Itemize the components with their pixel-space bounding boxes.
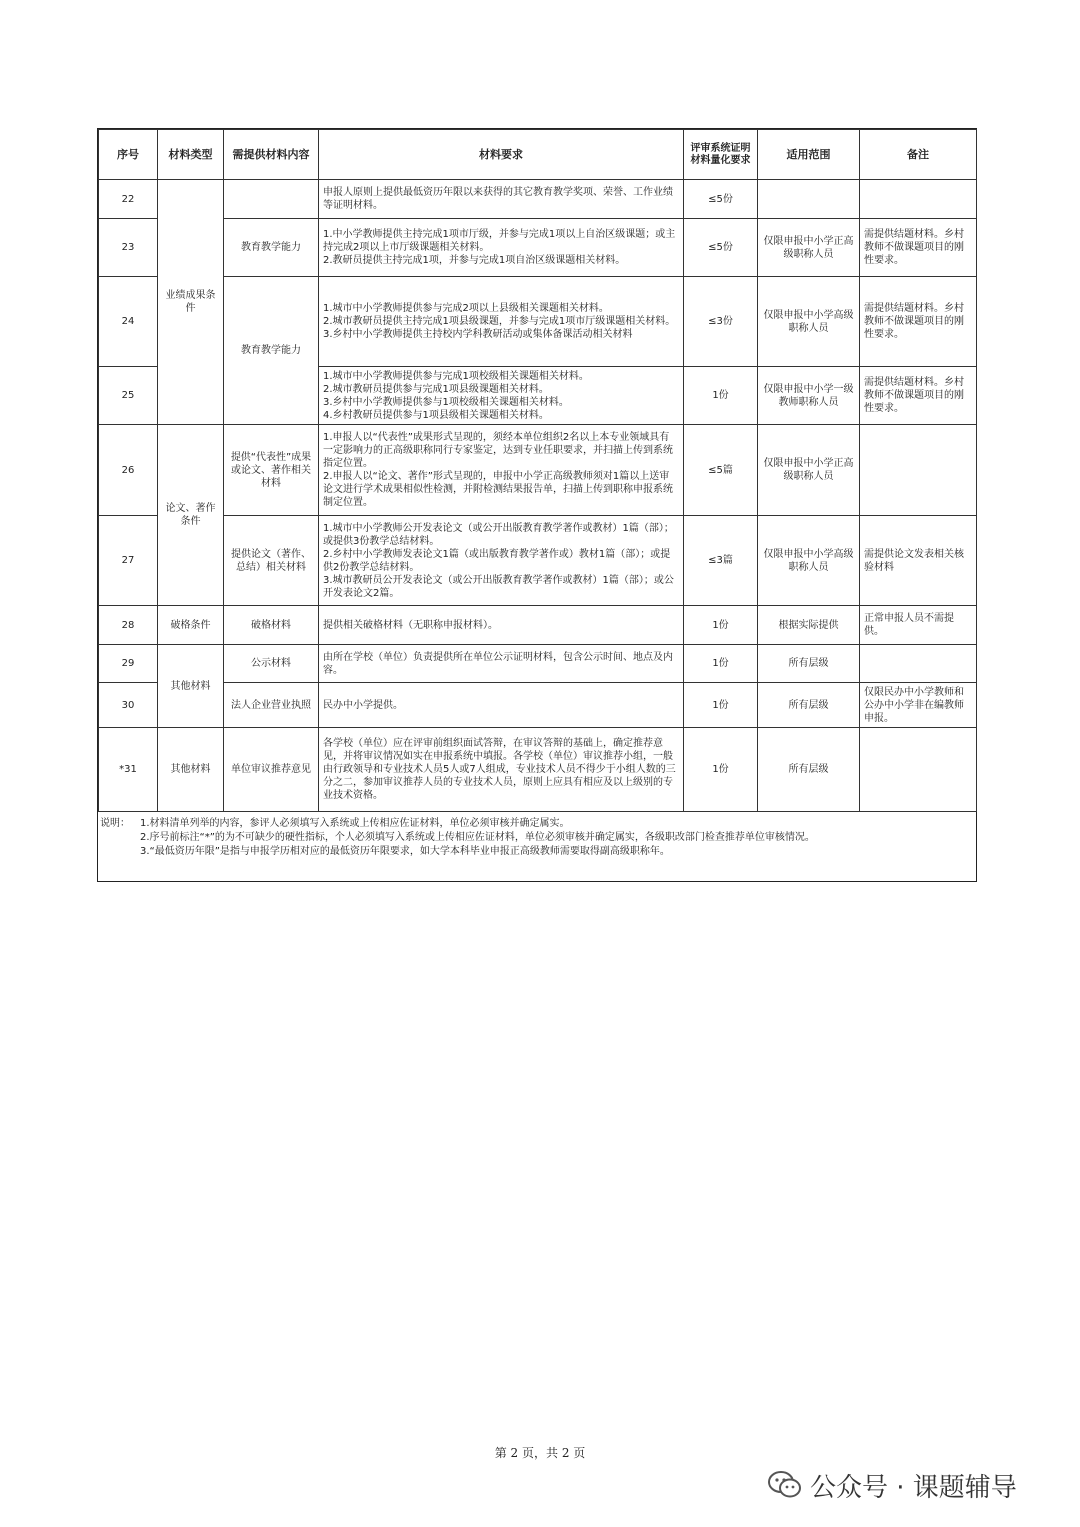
row-requirement: 申报人原则上提供最低资历年限以来获得的其它教育教学奖项、荣誉、工作业绩等证明材料。 bbox=[319, 180, 684, 219]
table-header-row bbox=[99, 130, 977, 180]
document-table-container bbox=[97, 128, 977, 882]
row-requirement: 1.城市中小学教师提供参与完成2项以上县级相关课题相关材料。 2.城市教研员提供主持完成1项县级课题，并参与完成1项市厅级课题相关材料。 3.乡村中小学教师提供主持校内学科教研活动或集体备课活动相关材料 bbox=[319, 277, 684, 367]
row-note bbox=[860, 425, 977, 516]
row-scope: 仅限申报中小学正高级职称人员 bbox=[758, 425, 860, 516]
row-no: 25 bbox=[99, 367, 158, 425]
page-footer: 第 2 页，共 2 页 bbox=[494, 1446, 586, 1460]
watermark bbox=[768, 1465, 1017, 1505]
row-type: 论文、著作条件 bbox=[158, 425, 224, 606]
row-scope: 仅限申报中小学高级职称人员 bbox=[758, 516, 860, 606]
row-no: 27 bbox=[99, 516, 158, 606]
row-requirement: 各学校（单位）应在评审前组织面试答辩，在审议答辩的基础上，确定推荐意见，并将审议情况如实在申报系统中填报。各学校（单位）审议推荐小组，一般由行政领导和专业技术人员5人或7人组成，专业技术人员不得少于小组人数的三分之二，参加审议推荐人员的专业技术人员，原则上应具有相应及以上级别的专业技术资格。 bbox=[319, 728, 684, 812]
row-type: 业绩成果条件 bbox=[158, 180, 224, 425]
row-scope: 所有层级 bbox=[758, 683, 860, 728]
table-row bbox=[99, 277, 977, 367]
row-type: 其他材料 bbox=[158, 728, 224, 812]
row-scope: 仅限申报中小学一级教师职称人员 bbox=[758, 367, 860, 425]
row-note bbox=[860, 645, 977, 683]
row-requirement: 1.城市中小学教师提供参与完成1项校级相关课题相关材料。 2.城市教研员提供参与完成1项县级课题相关材料。 3.乡村中小学教师提供参与1项校级相关课题相关材料。 4.乡村教研员提供参与1项县级相关课题相关材料。 bbox=[319, 367, 684, 425]
row-scope: 仅限申报中小学正高级职称人员 bbox=[758, 219, 860, 277]
note-item: 3.“最低资历年限”是指与申报学历相对应的最低资历年限要求，如大学本科毕业申报正高级教师需要取得副高级职称年。 bbox=[140, 846, 670, 857]
header-requirement: 材料要求 bbox=[319, 130, 684, 180]
row-scope: 根据实际提供 bbox=[758, 606, 860, 645]
row-note bbox=[860, 180, 977, 219]
row-content: 单位审议推荐意见 bbox=[224, 728, 319, 812]
row-content: 提供论文（著作、总结）相关材料 bbox=[224, 516, 319, 606]
row-no: 26 bbox=[99, 425, 158, 516]
row-note: 正常申报人员不需提供。 bbox=[860, 606, 977, 645]
row-requirement: 1.申报人以“代表性”成果形式呈现的，须经本单位组织2名以上本专业领域具有一定影响力的正高级职称同行专家鉴定，达到专业任职要求，并扫描上传到系统指定位置。 2.申报人以“论文、著作”形式呈现的，申报中小学正高级教师须对1篇以上送审论文进行学术成果相似性检测，并附检测结果报告单，扫描上传到职称申报系统制定位置。 bbox=[319, 425, 684, 516]
row-note: 需提供结题材料。乡村教师不做课题项目的刚性要求。 bbox=[860, 277, 977, 367]
row-no: *31 bbox=[99, 728, 158, 812]
header-type: 材料类型 bbox=[158, 130, 224, 180]
table-row bbox=[99, 645, 977, 683]
row-quantity: 1份 bbox=[684, 367, 758, 425]
row-content: 提供“代表性”成果或论文、著作相关材料 bbox=[224, 425, 319, 516]
row-requirement: 民办中小学提供。 bbox=[319, 683, 684, 728]
row-no: 30 bbox=[99, 683, 158, 728]
row-note: 仅限民办中小学教师和公办中小学非在编教师申报。 bbox=[860, 683, 977, 728]
row-content: 法人企业营业执照 bbox=[224, 683, 319, 728]
row-quantity: 1份 bbox=[684, 606, 758, 645]
row-type: 其他材料 bbox=[158, 645, 224, 728]
row-requirement: 由所在学校（单位）负责提供所在单位公示证明材料，包含公示时间、地点及内容。 bbox=[319, 645, 684, 683]
row-no: 22 bbox=[99, 180, 158, 219]
row-type: 破格条件 bbox=[158, 606, 224, 645]
row-quantity: 1份 bbox=[684, 728, 758, 812]
watermark-text: 公众号 · 课题辅导 bbox=[810, 1472, 1017, 1503]
row-quantity: ≤3份 bbox=[684, 277, 758, 367]
table-row bbox=[99, 516, 977, 606]
header-no: 序号 bbox=[99, 130, 158, 180]
wechat-icon bbox=[768, 1470, 802, 1500]
row-quantity: 1份 bbox=[684, 645, 758, 683]
row-scope: 所有层级 bbox=[758, 645, 860, 683]
row-scope: 所有层级 bbox=[758, 728, 860, 812]
header-scope: 适用范围 bbox=[758, 130, 860, 180]
row-no: 28 bbox=[99, 606, 158, 645]
note-item: 1.材料清单列举的内容，参评人必须填写入系统或上传相应佐证材料，单位必须审核并确定属实。 bbox=[140, 818, 570, 829]
row-no: 24 bbox=[99, 277, 158, 367]
row-quantity: ≤5份 bbox=[684, 180, 758, 219]
row-content: 教育教学能力 bbox=[224, 219, 319, 277]
row-quantity: ≤3篇 bbox=[684, 516, 758, 606]
row-content: 教育教学能力 bbox=[224, 277, 319, 425]
row-requirement: 1.中小学教师提供主持完成1项市厅级，并参与完成1项以上自治区级课题；或主持完成2项以上市厅级课题相关材料。 2.教研员提供主持完成1项，并参与完成1项自治区级课题相关材料。 bbox=[319, 219, 684, 277]
table-row bbox=[99, 219, 977, 277]
header-content: 需提供材料内容 bbox=[224, 130, 319, 180]
notes-section bbox=[100, 817, 972, 859]
header-quantity: 评审系统证明材料量化要求 bbox=[684, 130, 758, 180]
table-row bbox=[99, 606, 977, 645]
table-row bbox=[99, 683, 977, 728]
table-row bbox=[99, 728, 977, 812]
row-requirement: 1.城市中小学教师公开发表论文（或公开出版教育教学著作或教材）1篇（部）；或提供3份教学总结材料。 2.乡村中小学教师发表论文1篇（或出版教育教学著作或）教材1篇（部）；或提供2份教学总结材料。 3.城市教研员公开发表论文（或公开出版教育教学著作或教材）1篇（部）；或公开发表论文2篇。 bbox=[319, 516, 684, 606]
notes-label: 说明： bbox=[100, 818, 130, 829]
row-no: 29 bbox=[99, 645, 158, 683]
table-row bbox=[99, 180, 977, 219]
row-scope bbox=[758, 180, 860, 219]
row-scope: 仅限申报中小学高级职称人员 bbox=[758, 277, 860, 367]
row-quantity: ≤5份 bbox=[684, 219, 758, 277]
row-note: 需提供结题材料。乡村教师不做课题项目的刚性要求。 bbox=[860, 367, 977, 425]
row-note bbox=[860, 728, 977, 812]
row-content: 破格材料 bbox=[224, 606, 319, 645]
row-quantity: ≤5篇 bbox=[684, 425, 758, 516]
row-note: 需提供论文发表相关核验材料 bbox=[860, 516, 977, 606]
row-note: 需提供结题材料。乡村教师不做课题项目的刚性要求。 bbox=[860, 219, 977, 277]
row-requirement: 提供相关破格材料（无职称申报材料）。 bbox=[319, 606, 684, 645]
header-note: 备注 bbox=[860, 130, 977, 180]
note-item: 2.序号前标注“*”的为不可缺少的硬性指标，个人必须填写入系统或上传相应佐证材料，单位必须审核并确定属实，各级职改部门检查推荐单位审核情况。 bbox=[140, 832, 815, 843]
row-quantity: 1份 bbox=[684, 683, 758, 728]
materials-table bbox=[98, 129, 977, 812]
table-row bbox=[99, 425, 977, 516]
row-no: 23 bbox=[99, 219, 158, 277]
row-content: 公示材料 bbox=[224, 645, 319, 683]
